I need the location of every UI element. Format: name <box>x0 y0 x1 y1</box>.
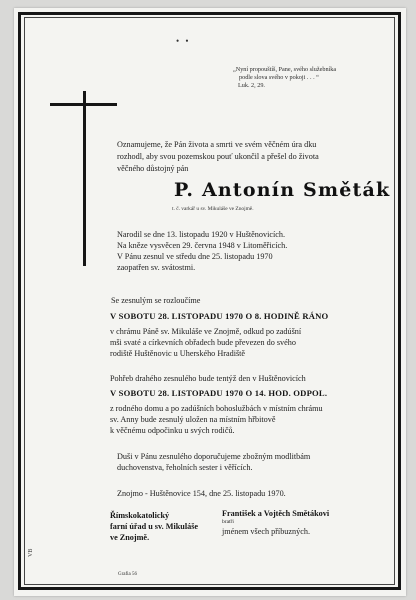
mass-line: v chrámu Páně sv. Mikuláše ve Znojmě, odkud po zadúšní <box>110 327 302 336</box>
family-names: František a Vojtěch Smětákovi <box>222 509 330 518</box>
deceased-name: P. Antonín Směták <box>174 179 391 201</box>
prayer-line: Duši v Pánu zesnulého doporučujeme zbožným modlitbám <box>117 452 311 461</box>
cross-icon-bar <box>50 103 117 106</box>
quote-line: „Nyní propouštíš, Pane, svého služebníka <box>233 66 337 73</box>
parish-line: ve Znojmě. <box>110 533 150 542</box>
place-date: Znojmo - Huštěnovice 154, dne 25. listopadu 1970. <box>117 489 286 498</box>
side-stamp: VB <box>28 548 34 557</box>
parish-line: farní úřad u sv. Mikuláše <box>110 522 199 531</box>
parish-line: Římskokatolický <box>110 511 170 520</box>
intro-text <box>117 139 319 175</box>
mass-line: mši svaté a církevních obřadech bude převezen do svého <box>110 338 296 347</box>
farewell-intro: Se zesnulým se rozloučíme <box>111 296 201 305</box>
burial-line: sv. Anny bude zesnulý uložen na místním hřbitově <box>110 415 276 424</box>
bible-quote <box>233 66 383 91</box>
prayer-line: duchovenstva, řeholních sester i věřících. <box>117 463 253 472</box>
family-line: jménem všech příbuzných. <box>222 527 310 536</box>
quote-reference: Luk. 2, 29. <box>238 82 265 90</box>
quote-line: podle slova svého v pokoji . . . “ <box>239 74 319 82</box>
burial-heading: V SOBOTU 28. LISTOPADU 1970 O 14. HOD. ODPOL. <box>110 388 328 398</box>
mass-heading: V SOBOTU 28. LISTOPADU 1970 O 8. HODINĚ RÁNO <box>110 311 329 321</box>
signature-family <box>222 508 329 537</box>
cross-icon <box>83 91 86 266</box>
bio-line: V Pánu zesnul ve středu dne 25. listopadu 1970 <box>117 252 273 261</box>
intro-line: Oznamujeme, že Pán života a smrti ve svém věčném úra dku <box>117 140 317 149</box>
top-mark: • • <box>176 36 191 46</box>
printer-mark: Grafia 56 <box>118 572 138 577</box>
mass-details <box>110 326 301 359</box>
mass-line: rodiště Huštěnovic u Uherského Hradiště <box>110 349 246 358</box>
intro-line: rozhodl, aby svou pozemskou pouť ukončil a přešel do života <box>117 152 319 161</box>
intro-line: věčného důstojný pán <box>117 164 189 173</box>
burial-line: z rodného domu a po zadúšních bohoslužbách v místním chrámu <box>110 404 323 413</box>
burial-line: k věčnému odpočinku u svých rodičů. <box>110 426 235 435</box>
bio-line: Narodil se dne 13. listopadu 1920 v Huštěnovicích. <box>117 230 286 239</box>
family-relation: bratři <box>222 519 234 525</box>
burial-details <box>110 403 323 436</box>
biography <box>117 229 287 273</box>
signature-parish <box>110 510 198 543</box>
bio-line: Na kněze vysvěcen 29. června 1948 v Litoměřicích. <box>117 241 288 250</box>
prayer-request <box>117 451 310 473</box>
burial-intro: Pohřeb drahého zesnulého bude tentýž den v Huštěnovicích <box>110 374 306 383</box>
bio-line: zaopatřen sv. svátostmi. <box>117 263 196 272</box>
deceased-title: t. č. varkář u sv. Mikuláše ve Znojmě. <box>172 206 254 212</box>
